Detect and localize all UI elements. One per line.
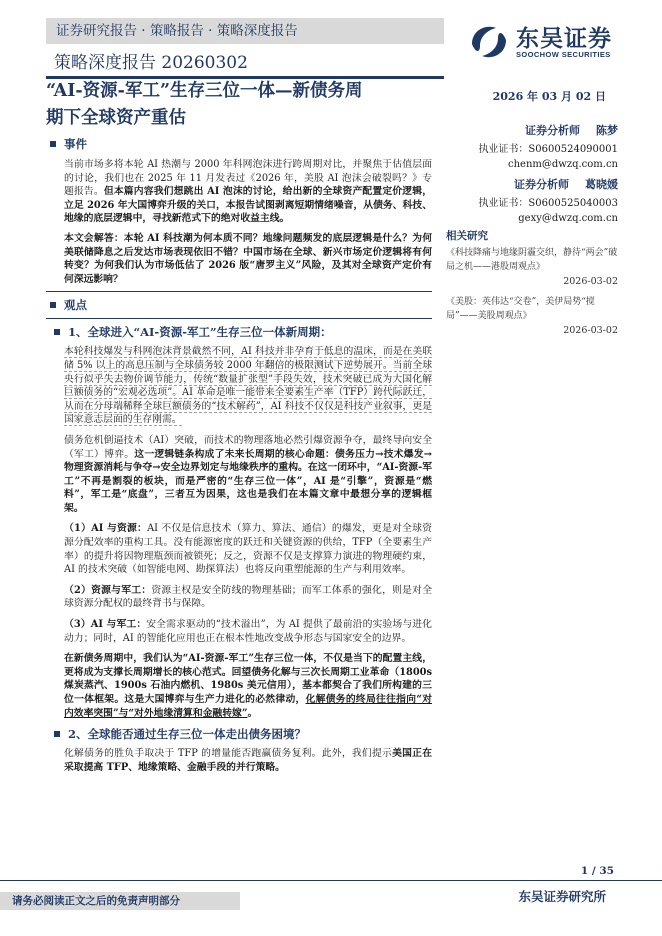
divider [46, 318, 432, 319]
disclaimer-note: 请务必阅读正文之后的免责声明部分 [0, 892, 240, 910]
bullet-square-icon [50, 141, 56, 147]
logo-mark-icon [468, 22, 510, 62]
divider [46, 291, 432, 292]
logo-text-cn: 东吴证券 [516, 25, 612, 52]
related-item-date: 2026-03-02 [563, 276, 618, 287]
conclusion-paragraph: 在新债务周期中，我们认为“AI-资源-军工”生存三位一体，不仅是当下的配置主线，更将成为支撑长周期增长的核心范式。回望债务化解与三次长周期工业革命（1800s 煤炭蒸汽、1900s 石油内燃机、1980s 美元信用），基本都契合了我们所构建的三位一体框架。这是大国博弈与生产力进化的必然律动，化解债务的终局往往指向“对内效率突围”与“对外地缘清算和金融转嫁”。 [64, 653, 432, 719]
analyst-license: 执业证书：S0600524090001 [478, 144, 618, 155]
section-2-paragraph: 化解债务的胜负手取决于 TFP 的增量能否跑赢债务复利。此外，我们提示美国正在采取提高 TFP、地缘策略、金融手段的并行策略。 [64, 748, 432, 773]
related-item[interactable]: 《科技降痛与地缘阴霾交织，静待“两会”破局之机——港股周观点》 [446, 248, 618, 272]
section-1-paragraph-2: 债务危机倒逼技术（AI）突破，而技术的物理落地必然引爆资源争夺，最终导向安全（军工）博弈。这一逻辑链条构成了未来长周期的核心命题：债务压力→技术爆发→物理资源消耗与争夺→安全边界划定与地缘秩序的重构。在这一闭环中，“AI-资源-军工”不再是割裂的板块，而是严密的“生存三位一体”，AI 是“引擎”，资源是“燃料”，军工是“底盘”，三者互为因果，这也是我们在本篇文章中最想分享的逻辑框架。 [64, 434, 433, 514]
report-type-label: 策略深度报告 20260302 [46, 50, 444, 79]
related-item-date: 2026-03-02 [563, 325, 618, 336]
report-body [46, 136, 432, 774]
event-heading: 事件 [46, 136, 432, 152]
title-line-2: 期下全球资产重估 [46, 108, 186, 128]
related-research-title: 相关研究 [446, 230, 488, 242]
analyst-name: 陈梦 [596, 124, 618, 137]
report-date: 2026 年 03 月 02 日 [492, 90, 606, 103]
analyst-email[interactable]: gexy@dwzq.com.cn [518, 213, 618, 224]
analyst-email[interactable]: chenm@dwzq.com.cn [507, 159, 618, 170]
item-ai-resources: （1）AI 与资源：AI 不仅是信息技术（算力、算法、通信）的爆发，更是对全球资源分配效率的重构工具。没有能源密度的跃迁和关键资源的供给，TFP（全要素生产率）的提升将因物理瓶颈而被锁死；反之，资源不仅是支撑算力演进的物理硬约束，AI 的技术突破（如智能电网、勘探算法）也将反向重塑能源的生产与利用效率。 [64, 523, 432, 576]
questions-paragraph: 本文会解答：本轮 AI 科技潮为何本质不同？地缘问题频发的底层逻辑是什么？为何美联储降息之后发达市场表现依旧不错？中国市场在全球、新兴市场定价逻辑将有何转变？为何我们认为市场低估了 2026 版“唐罗主义”风险，及其对全球资产定价有何深远影响？ [64, 232, 432, 285]
bullet-square-icon [50, 302, 56, 308]
footer-divider [0, 880, 662, 881]
view-heading: 观点 [46, 297, 432, 313]
title-line-1: “AI-资源-军工”生存三位一体—新债务周 [46, 81, 363, 101]
breadcrumb: 证券研究报告 · 策略报告 · 策略深度报告 [46, 18, 444, 44]
page-number: 1 / 35 [580, 865, 614, 877]
report-title [46, 78, 446, 132]
section-1-paragraph-1: 本轮科技爆发与科网泡沫背景截然不同，AI 科技并非孕育于低息的温床，而是在美联储 5% 以上的高息压制与全球债务较 2000 年翻倍的极限测试下逆势展开。当前全球央行似乎失去物价调节能力，传统“数量扩张型”手段失效，技术突破已成为大国化解巨额债务的“宏观必选项”。AI 革命是唯一能带来全要素生产率（TFP）跨代际跃迁，从而在分母端稀释全球巨额债务的“技术解药”，AI 科技不仅仅是科技产业叙事，更是国家意志层面的生存刚需。 [64, 346, 432, 426]
related-item[interactable]: 《美股：英伟达“交卷”，美伊局势“搅局”——美股周观点》 [446, 297, 595, 321]
institute-name: 东吴证券研究所 [518, 889, 606, 904]
section-2-heading: 2、全球能否通过生存三位一体走出债务困境？ [50, 726, 432, 742]
related-research [446, 228, 618, 336]
analyst-role: 证券分析师 [525, 124, 580, 137]
analyst-name: 葛晓媛 [585, 178, 618, 191]
bullet-square-icon [54, 731, 60, 737]
section-1-heading: 1、全球进入“AI-资源-军工”生存三位一体新周期： [50, 324, 432, 340]
analyst-role: 证券分析师 [514, 178, 569, 191]
bullet-square-icon [54, 329, 60, 335]
logo-text-en: SOOCHOW SECURITIES [516, 50, 611, 59]
analyst-block [446, 122, 618, 226]
analyst-1 [446, 122, 618, 138]
report-header [46, 18, 444, 79]
analyst-2 [446, 176, 618, 192]
analyst-license: 执业证书：S0600525040003 [478, 198, 618, 209]
item-resources-military: （2）资源与军工：资源主权是安全防线的物理基础；而军工体系的强化，则是对全球资源分配权的最终背书与保障。 [64, 584, 433, 610]
company-logo [468, 20, 628, 62]
event-paragraph: 当前市场多将本轮 AI 热潮与 2000 年科网泡沫进行跨周期对比，并聚焦于估值层面的讨论，我们也在 2025 年 11 月发表过《2026 年，美股 AI 泡沫会破裂吗？》专题报告。但本篇内容我们想跳出 AI 泡沫的讨论，给出新的全球资产配置定价逻辑，立足 2026 年大国博弈升级的关口，本报告试图剥离短期情绪噪音，从债务、科技、地缘的底层逻辑中，寻找新范式下的绝对收益主线。 [64, 159, 432, 225]
item-ai-military: （3）AI 与军工：安全需求驱动的“技术溢出”，为 AI 提供了最前沿的实验场与进化动力；同时，AI 的智能化应用也正在根本性地改变战争形态与国家安全的边界。 [64, 619, 432, 644]
